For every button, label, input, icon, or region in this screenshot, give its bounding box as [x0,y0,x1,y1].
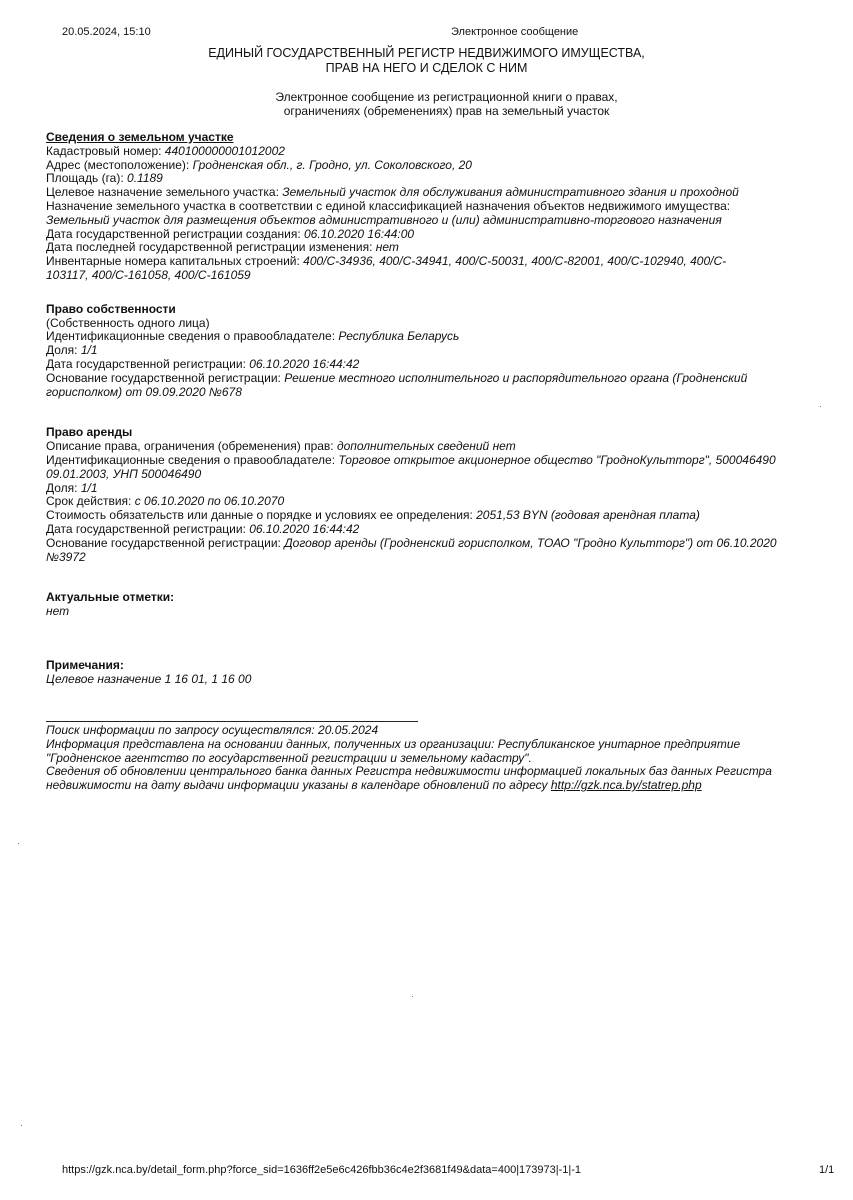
search-date-note: Поиск информации по запросу осуществлялся: 20.05.2024 [46,723,379,737]
ownership-reg-date-label: Дата государственной регистрации: [46,356,250,371]
notes-heading: Примечания: [46,657,124,672]
change-date-value: нет [375,240,399,255]
lease-section [46,426,846,564]
print-datetime: 20.05.2024, 15:10 [62,26,151,38]
land-plot-section [46,131,846,283]
lease-holder-row [46,454,846,468]
ownership-heading: Право собственности [46,301,176,316]
lease-reg-date-row [46,523,846,537]
ownership-basis-row [46,372,846,386]
lease-reg-date-value: 06.10.2020 16:44:42 [249,521,360,536]
cadastral-number-label: Кадастровый номер: [46,143,165,158]
lease-holder-label: Идентификационные сведения о правообладателе: [46,452,339,467]
change-date-row [46,241,846,255]
ownership-section [46,303,846,400]
lease-cost-value: 2051,53 BYN (годовая арендная плата) [476,508,700,523]
lease-share-row [46,482,846,496]
address-value: Гродненская обл., г. Гродно, ул. Соколовского, 20 [192,157,472,172]
message-subtitle [0,90,853,118]
lease-reg-date-label: Дата государственной регистрации: [46,521,250,536]
ownership-basis-value-2: горисполком) от 09.09.2020 №678 [46,384,242,399]
notes-section [46,659,846,687]
message-subtitle-line-2: ограничениях (обременениях) прав на земельный участок [283,104,610,118]
creation-date-label: Дата государственной регистрации создания: [46,226,304,241]
lease-heading: Право аренды [46,425,133,440]
lease-holder-value-2: 09.01.2003, УНП 500046490 [46,466,202,481]
page-number: 1/1 [819,1164,835,1176]
lease-basis-value-1: Договор аренды (Гродненский горисполком, ТОАО "Гродно Культторг") от 06.10.2020 [284,535,777,550]
document-body [46,131,846,687]
classification-value: Земельный участок для размещения объектов административного и (или) административно-торгового назначения [46,212,722,227]
inventory-numbers-row [46,255,846,269]
creation-date-row [46,228,846,242]
ownership-share-value: 1/1 [80,343,98,358]
lease-basis-value-2: №3972 [46,549,86,564]
inventory-numbers-value-2: 103117, 400/С-161058, 400/С-161059 [46,267,251,282]
statrep-link[interactable]: http://gzk.nca.by/statrep.php [550,778,702,793]
ownership-holder-label: Идентификационные сведения о правообладателе: [46,329,339,344]
scan-speck [18,843,19,844]
lease-share-label: Доля: [46,480,81,495]
lease-basis-row [46,537,846,551]
lease-share-value: 1/1 [80,480,98,495]
lease-cost-label: Стоимость обязательств или данные о порядке и условиях ее определения: [46,508,477,523]
lease-basis-label: Основание государственной регистрации: [46,535,285,550]
lease-term-row [46,495,846,509]
ownership-holder-row [46,330,846,344]
lease-holder-value-1: Торговое открытое акционерное общество "ГродноКультторг", 500046490 [338,452,776,467]
notes-value: Целевое назначение 1 16 01, 1 16 00 [46,671,252,686]
inventory-numbers-value-1: 400/С-34936, 400/С-34941, 400/С-50031, 400/С-82001, 400/С-102940, 400/С- [303,254,727,269]
inventory-numbers-label: Инвентарные номера капитальных строений: [46,254,304,269]
purpose-label: Целевое назначение земельного участка: [46,185,283,200]
update-info-note-2 [46,779,846,793]
footnote-separator [46,721,418,722]
update-info-text: недвижимости на дату выдачи информации указаны в календаре обновлений по адресу [46,778,551,793]
ownership-share-row [46,344,846,358]
address-row [46,159,846,173]
address-label: Адрес (местоположение): [46,157,193,172]
cadastral-number-value: 440100000001012002 [164,143,285,158]
update-info-note-1: Сведения об обновлении центрального банка данных Регистра недвижимости информацией локальных баз данных Регистра [46,764,772,779]
actual-marks-section [46,591,846,619]
page-url[interactable]: https://gzk.nca.by/detail_form.php?force_sid=1636ff2e5e6c426fbb36c4e2f3681f49&data=400|173973|-1|-1 [62,1164,582,1176]
area-label: Площадь (га): [46,171,128,186]
ownership-basis-value-1: Решение местного исполнительного и распорядительного органа (Гродненский [284,370,748,385]
scan-speck [21,1125,22,1126]
purpose-row [46,186,846,200]
lease-description-label: Описание права, ограничения (обременения) прав: [46,439,337,454]
document-type: Электронное сообщение [451,26,579,38]
lease-term-value: с 06.10.2020 по 06.10.2070 [134,494,285,509]
ownership-share-label: Доля: [46,343,81,358]
change-date-label: Дата последней государственной регистрации изменения: [46,240,376,255]
scan-speck [820,406,821,407]
purpose-value: Земельный участок для обслуживания административного здания и проходной [282,185,739,200]
cadastral-number-row [46,145,846,159]
lease-description-value: дополнительных сведений нет [336,439,516,454]
scan-speck [412,996,413,997]
register-title [0,46,853,76]
ownership-reg-date-row [46,358,846,372]
classification-label: Назначение земельного участка в соответствии с единой классификацией назначения объектов недвижимого имущества: [46,198,731,213]
message-subtitle-line-1: Электронное сообщение из регистрационной книги о правах, [275,90,618,104]
register-title-line-1: ЕДИНЫЙ ГОСУДАРСТВЕННЫЙ РЕГИСТР НЕДВИЖИМОГО ИМУЩЕСТВА, [208,46,645,60]
actual-marks-heading: Актуальные отметки: [46,590,175,605]
area-row [46,172,846,186]
ownership-reg-date-value: 06.10.2020 16:44:42 [249,356,360,371]
register-title-line-2: ПРАВ НА НЕГО И СДЕЛОК С НИМ [325,61,528,75]
lease-cost-row [46,509,846,523]
source-org-note-2: "Гродненское агентство по государственной регистрации и земельному кадастру". [46,750,532,765]
ownership-basis-label: Основание государственной регистрации: [46,370,285,385]
footnote-block [46,724,846,793]
actual-marks-value: нет [46,604,70,619]
land-plot-heading: Сведения о земельном участке [46,131,234,144]
creation-date-value: 06.10.2020 16:44:00 [304,226,415,241]
ownership-kind: (Собственность одного лица) [46,315,210,330]
source-org-note-1: Информация представлена на основании данных, полученных из организации: Республиканское унитарное предприятие [46,736,741,751]
ownership-holder-value: Республика Беларусь [338,329,460,344]
lease-description-row [46,440,846,454]
area-value: 0.1189 [127,171,163,186]
lease-term-label: Срок действия: [46,494,135,509]
